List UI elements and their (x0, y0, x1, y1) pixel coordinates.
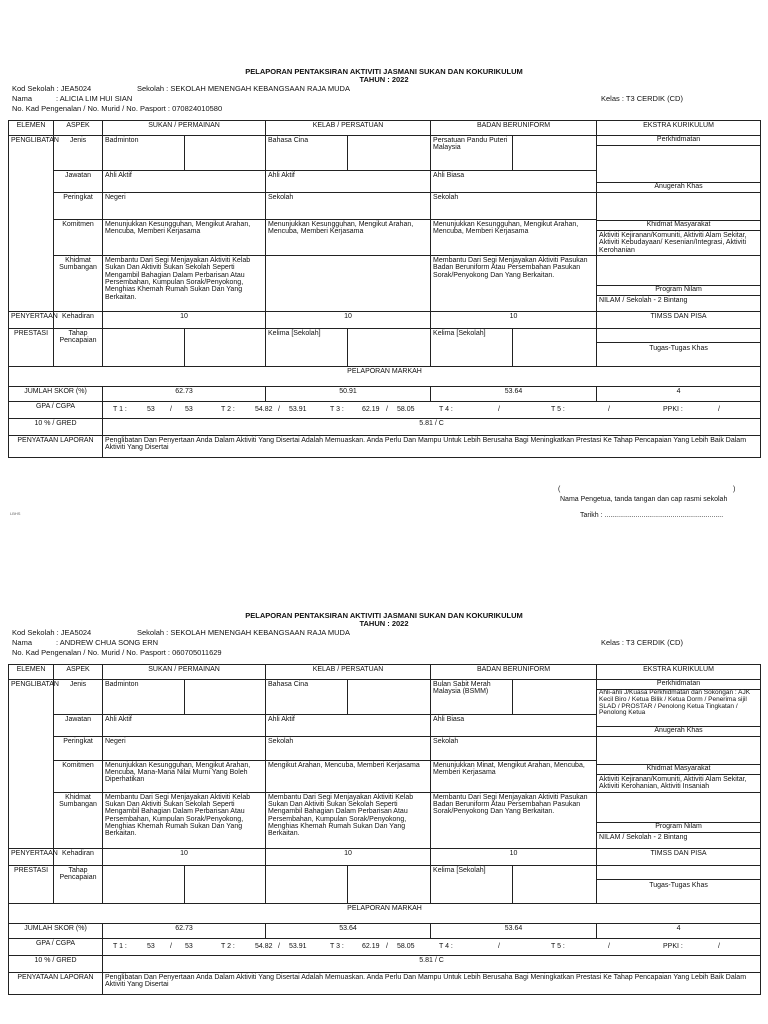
sukan-tahap (103, 865, 185, 903)
gred-value: 5.81 / C (103, 419, 761, 436)
kelab-tahap: Kelima [Sekolah] (266, 329, 348, 367)
elemen-prestasi: PRESTASI (9, 865, 54, 903)
skor-kelab: 50.91 (266, 387, 431, 402)
ekstra-perkhidmatan: Perkhidmatan Anugerah Khas (597, 136, 761, 193)
badan-komitmen: Menunjukkan Minat, Mengikut Arahan, Mencuba, Memberi Kerjasama (431, 760, 597, 792)
badan-tahap: Kelima [Sekolah] (431, 865, 513, 903)
student-class: Kelas : T3 CERDIK (CD) (601, 638, 683, 647)
badan-jenis: Bulan Sabit Merah Malaysia (BSMM) (431, 680, 513, 715)
aspek-kehadiran: Kehadiran (54, 312, 103, 329)
school-name: Sekolah : SEKOLAH MENENGAH KEBANGSAAN RAJA MUDA (137, 628, 350, 637)
report-title: PELAPORAN PENTAKSIRAN AKTIVITI JASMANI SUKAN DAN KOKURIKULUM (245, 611, 523, 620)
kelab-jawatan: Ahli Aktif (266, 171, 431, 193)
sukan-komitmen: Menunjukkan Kesungguhan, Mengikut Arahan, Mencuba, Memberi Kerjasama (103, 219, 266, 255)
assessment-table (8, 120, 761, 458)
student-name-label: Nama (12, 94, 33, 103)
aspek-khidmat: Khidmat Sumbangan (54, 792, 103, 848)
badan-khidmat: Membantu Dari Segi Menjayakan Aktiviti Pasukan Badan Beruniform Atau Persembahan Pasukan Sorak/Penyokong Dan Yang Berkaitan. (431, 256, 597, 312)
elemen-prestasi: PRESTASI (9, 329, 54, 367)
penyataan-label: PENYATAAN LAPORAN (9, 972, 103, 994)
assessment-table (8, 664, 761, 995)
sukan-kehadiran: 10 (103, 848, 266, 865)
kelab-khidmat: Membantu Dari Segi Menjayakan Aktiviti Kelab Sukan Dan Aktiviti Sukan Sekolah Seperti Mengambil Bahagian Dalam Perbarisan Atau Persembahan, Kumpulan Sorak/Penyokong, Menghias Khemah Rumah Sukan Dan Yang Berkaitan. (266, 792, 431, 848)
report-year: TAHUN : 2022 (359, 75, 409, 84)
skor-ekstra: 4 (597, 387, 761, 402)
skor-ekstra: 4 (597, 923, 761, 938)
sukan-komitmen: Menunjukkan Kesungguhan, Mengikut Arahan, Mencuba, Mana-Mana Nilai Murni Yang Boleh Diperhatikan (103, 760, 266, 792)
gred-value: 5.81 / C (103, 955, 761, 972)
school-name: Sekolah : SEKOLAH MENENGAH KEBANGSAAN RAJA MUDA (137, 84, 350, 93)
badan-peringkat: Sekolah (431, 193, 597, 220)
sukan-jawatan: Ahli Aktif (103, 171, 266, 193)
sukan-jenis: Badminton (103, 680, 185, 715)
elemen-penglibatan: PENGLIBATAN (9, 136, 54, 312)
aspek-jawatan: Jawatan (54, 171, 103, 193)
penyataan-text: Penglibatan Dan Penyertaan Anda Dalam Aktiviti Yang Disertai Adalah Memuaskan. Anda Perlu Dan Mampu Untuk Lebih Berusaha Bagi Meningkatkan Prestasi Ke Tahap Pencapaian Yang Lebih Baik Dalam Aktiviti Yang Disertai (103, 972, 761, 994)
skor-kelab: 53.64 (266, 923, 431, 938)
jumlah-skor-label: JUMLAH SKOR (%) (9, 923, 103, 938)
badan-kehadiran: 10 (431, 312, 597, 329)
penyataan-text: Penglibatan Dan Penyertaan Anda Dalam Aktiviti Yang Disertai Adalah Memuaskan. Anda Perlu Dan Mampu Untuk Lebih Berusaha Bagi Meningkatkan Prestasi Ke Tahap Pencapaian Yang Lebih Baik Dalam Aktiviti Yang Disertai (103, 436, 761, 458)
gred-label: 10 % / GRED (9, 955, 103, 972)
badan-khidmat: Membantu Dari Segi Menjayakan Aktiviti Pasukan Badan Beruniform Atau Persembahan Pasukan Sorak/Penyokong Dan Yang Berkaitan. (431, 792, 597, 848)
kelab-kehadiran: 10 (266, 312, 431, 329)
signature-caption: Nama Pengetua, tanda tangan dan cap rasmi sekolah (560, 496, 728, 503)
col-ekstra: EKSTRA KURIKULUM (597, 665, 761, 680)
student-class: Kelas : T3 CERDIK (CD) (601, 94, 683, 103)
sukan-jenis: Badminton (103, 136, 185, 171)
sukan-khidmat: Membantu Dari Segi Menjayakan Aktiviti Kelab Sukan Dan Aktiviti Sukan Sekolah Seperti Mengambil Bahagian Dalam Perbarisan Atau Persembahan, Kumpulan Sorak/Penyokong, Menghias Khemah Rumah Sukan Dan Yang Berkaitan. (103, 256, 266, 312)
badan-kehadiran: 10 (431, 848, 597, 865)
pelaporan-markah-header: PELAPORAN MARKAH (9, 903, 761, 923)
aspek-jenis: Jenis (54, 680, 103, 715)
school-code: Kod Sekolah : JEA5024 (12, 628, 92, 637)
tarikh-field: Tarikh : ............................................................. (580, 512, 724, 519)
jumlah-skor-label: JUMLAH SKOR (%) (9, 387, 103, 402)
badan-jawatan: Ahli Biasa (431, 715, 597, 737)
col-badan: BADAN BERUNIFORM (431, 121, 597, 136)
col-ekstra: EKSTRA KURIKULUM (597, 121, 761, 136)
elemen-penyertaan: PENYERTAAN (9, 848, 54, 865)
aspek-jawatan: Jawatan (54, 715, 103, 737)
kelab-tahap (266, 865, 348, 903)
col-kelab: KELAB / PERSATUAN (266, 665, 431, 680)
kelab-jenis: Bahasa Cina (266, 136, 348, 171)
col-aspek: ASPEK (54, 665, 103, 680)
col-sukan: SUKAN / PERMAINAN (103, 665, 266, 680)
sukan-kehadiran: 10 (103, 312, 266, 329)
report-card-2 (0, 611, 768, 989)
skor-sukan: 62.73 (103, 923, 266, 938)
col-badan: BADAN BERUNIFORM (431, 665, 597, 680)
skor-sukan: 62.73 (103, 387, 266, 402)
aspek-tahap: Tahap Pencapaian (54, 329, 103, 367)
kelab-peringkat: Sekolah (266, 737, 431, 761)
col-elemen: ELEMEN (9, 121, 54, 136)
kelab-jawatan: Ahli Aktif (266, 715, 431, 737)
ekstra-khidmat: Khidmat Masyarakat Aktiviti Kejiranan/Komuniti, Aktiviti Alam Sekitar, Aktiviti Kebudayaan/ Kesenian/Integrasi, Aktiviti Kerohanian (597, 193, 761, 256)
sukan-khidmat: Membantu Dari Segi Menjayakan Aktiviti Kelab Sukan Dan Aktiviti Sukan Sekolah Seperti Mengambil Bahagian Dalam Perbarisan Atau Persembahan, Kumpulan Sorak/Penyokong, Menghias Khemah Rumah Sukan Dan Yang Berkaitan. (103, 792, 266, 848)
gpa-values: T 1 : 53 / 53 T 2 : 54.82 / 53.91 T 3 : 62.19 / 58.05 T 4 : / T 5 : / PPKI : / (103, 402, 761, 419)
kelab-kehadiran: 10 (266, 848, 431, 865)
badan-tahap: Kelima [Sekolah] (431, 329, 513, 367)
ekstra-khidmat: Khidmat Masyarakat Aktiviti Kejiranan/Komuniti, Aktiviti Alam Sekitar, Aktiviti Kerohanian, Aktiviti Insaniah (597, 737, 761, 793)
gpa-label: GPA / CGPA (9, 402, 103, 419)
student-id: No. Kad Pengenalan / No. Murid / No. Pasport : 070824010580 (12, 104, 223, 113)
aspek-jenis: Jenis (54, 136, 103, 171)
ekstra-timss: TIMSS DAN PISA (597, 848, 761, 865)
skor-badan: 53.64 (431, 923, 597, 938)
student-name: : ALICIA LIM HUI SIAN (56, 94, 133, 103)
sukan-peringkat: Negeri (103, 193, 266, 220)
report-card-1: PELAPORAN PENTAKSIRAN AKTIVITI JASMANI SUKAN DAN KOKURIKULUM TAHUN : 2022 Kod Sekolah : JEA5024 Sekolah : SEKOLAH MENENGAH KEBANGSAAN RAJA MUDA Nama : ALICIA LIM HUI SIAN Kelas : T3 CERDIK (CD) No. Kad Pengenalan / No. Murid / No. Pasport : 070824010580 ELEMEN ASPEK SUKAN / PERMAINAN KELAB / PERSATUAN BADAN BERUNIFORM EKSTRA KURIKULUM PENGLIBATAN Jenis Badminton Bahasa Cina Persatuan Pandu Puteri Malaysia Perkhidmatan Anugerah Khas Jawatan Ahli Aktif Ahli Aktif Ahli Biasa Peringkat Negeri Sekolah Sekolah Khidmat Masyarakat Aktiviti Kejiranan/Komuniti, Aktiviti Alam Sekitar, Aktiviti Kebudayaan/ Kesenian/Integrasi, Aktiviti Kerohanian Komitmen Menunjukkan Kesungguhan, Mengikut Arahan, Mencuba, Memberi Kerjasama Menunjukkan Kesungguhan, Mengikut Arahan, Mencuba, Memberi Kerjasama Menunjukkan Kesungguhan, Mengikut Arahan, Mencuba, Memberi Kerjasama Khidmat Sumbangan Membantu Dari Segi Menjayakan Aktiviti Kelab Sukan Dan Aktiviti Sukan Sekolah Seperti Mengambil Bahagian Dalam Perbarisan Atau Persembahan, Kumpulan Sorak/Penyokong, Menghias Khemah Rumah Sukan Dan Yang Berkaitan. Membantu Dari Segi Menjayakan Aktiviti Pasukan Badan Beruniform Atau Persembahan Pasukan Sorak/Penyokong Dan Yang Berkaitan. Program Nilam NILAM / Sekolah - 2 Bintang PENYERTAAN Kehadiran 10 10 10 TIMSS DAN PISA PRESTASI Tahap Pencapaian Kelima [Sekolah] Kelima [Sekolah] Tugas-Tugas Khas PELAPORAN MARKAH JUMLAH SKOR (%) 62.73 50.91 53.64 4 GPA / CGPA T 1 : 53 / 53 T 2 : 54.82 / 53.91 T 3 : 62.19 / 58.05 T 4 : / T 5 : / PPKI : / 10 % / GRED 5.81 / C PENYATAAN LAPORAN Penglibatan Dan Penyertaan Anda Dalam Aktiviti Yang Disertai Adalah Memuaskan. Anda Perlu Dan Mampu Untuk Lebih Berusaha Bagi Meningkatkan Prestasi Ke Tahap Pencapaian Yang Lebih Baik Dalam Aktiviti Yang Disertai ( ) Nama Pengetua, tanda tangan dan cap rasmi sekolah LBHS Tarikh : ............................................................. (0, 68, 768, 114)
sukan-tahap (103, 329, 185, 367)
penyataan-label: PENYATAAN LAPORAN (9, 436, 103, 458)
elemen-penglibatan: PENGLIBATAN (9, 680, 54, 849)
badan-peringkat: Sekolah (431, 737, 597, 761)
ekstra-nilam: Program Nilam NILAM / Sekolah - 2 Bintang (597, 792, 761, 848)
gred-label: 10 % / GRED (9, 419, 103, 436)
sukan-peringkat: Negeri (103, 737, 266, 761)
col-elemen: ELEMEN (9, 665, 54, 680)
col-kelab: KELAB / PERSATUAN (266, 121, 431, 136)
elemen-penyertaan: PENYERTAAN (9, 312, 54, 329)
ekstra-perkhidmatan: Perkhidmatan Ahli-ahli J/Kuasa Perkhidmatan dan Sokongan : AJK Kecil Biro / Ketua Bilik / Ketua Dorm / Penerima sijil SLAD / PROSTAR / Penolong Ketua Tingkatan / Penolong Ketua Anugerah Khas (597, 680, 761, 737)
aspek-komitmen: Komitmen (54, 760, 103, 792)
report-title: PELAPORAN PENTAKSIRAN AKTIVITI JASMANI SUKAN DAN KOKURIKULUM (245, 67, 523, 76)
kelab-komitmen: Mengikut Arahan, Mencuba, Memberi Kerjasama (266, 760, 431, 792)
student-name-label: Nama (12, 638, 33, 647)
gpa-label: GPA / CGPA (9, 938, 103, 955)
aspek-kehadiran: Kehadiran (54, 848, 103, 865)
ekstra-tugas: Tugas-Tugas Khas (597, 865, 761, 903)
aspek-komitmen: Komitmen (54, 219, 103, 255)
kelab-peringkat: Sekolah (266, 193, 431, 220)
aspek-tahap: Tahap Pencapaian (54, 865, 103, 903)
gpa-values: T 1 : 53 / 53 T 2 : 54.82 / 53.91 T 3 : 62.19 / 58.05 T 4 : / T 5 : / PPKI : / (103, 938, 761, 955)
skor-badan: 53.64 (431, 387, 597, 402)
school-code: Kod Sekolah : JEA5024 (12, 84, 92, 93)
student-id: No. Kad Pengenalan / No. Murid / No. Pasport : 060705011629 (12, 648, 222, 657)
col-aspek: ASPEK (54, 121, 103, 136)
aspek-khidmat: Khidmat Sumbangan (54, 256, 103, 312)
aspek-peringkat: Peringkat (54, 737, 103, 761)
ekstra-timss: TIMSS DAN PISA (597, 312, 761, 329)
student-name: : ANDREW CHUA SONG ERN (56, 638, 159, 647)
aspek-peringkat: Peringkat (54, 193, 103, 220)
ekstra-nilam: Program Nilam NILAM / Sekolah - 2 Bintang (597, 256, 761, 312)
badan-jawatan: Ahli Biasa (431, 171, 597, 193)
pelaporan-markah-header: PELAPORAN MARKAH (9, 367, 761, 387)
sukan-jawatan: Ahli Aktif (103, 715, 266, 737)
kelab-jenis: Bahasa Cina (266, 680, 348, 715)
kelab-komitmen: Menunjukkan Kesungguhan, Mengikut Arahan, Mencuba, Memberi Kerjasama (266, 219, 431, 255)
ekstra-tugas: Tugas-Tugas Khas (597, 329, 761, 367)
col-sukan: SUKAN / PERMAINAN (103, 121, 266, 136)
report-year: TAHUN : 2022 (359, 619, 409, 628)
badan-komitmen: Menunjukkan Kesungguhan, Mengikut Arahan, Mencuba, Memberi Kerjasama (431, 219, 597, 255)
badan-jenis: Persatuan Pandu Puteri Malaysia (431, 136, 513, 171)
